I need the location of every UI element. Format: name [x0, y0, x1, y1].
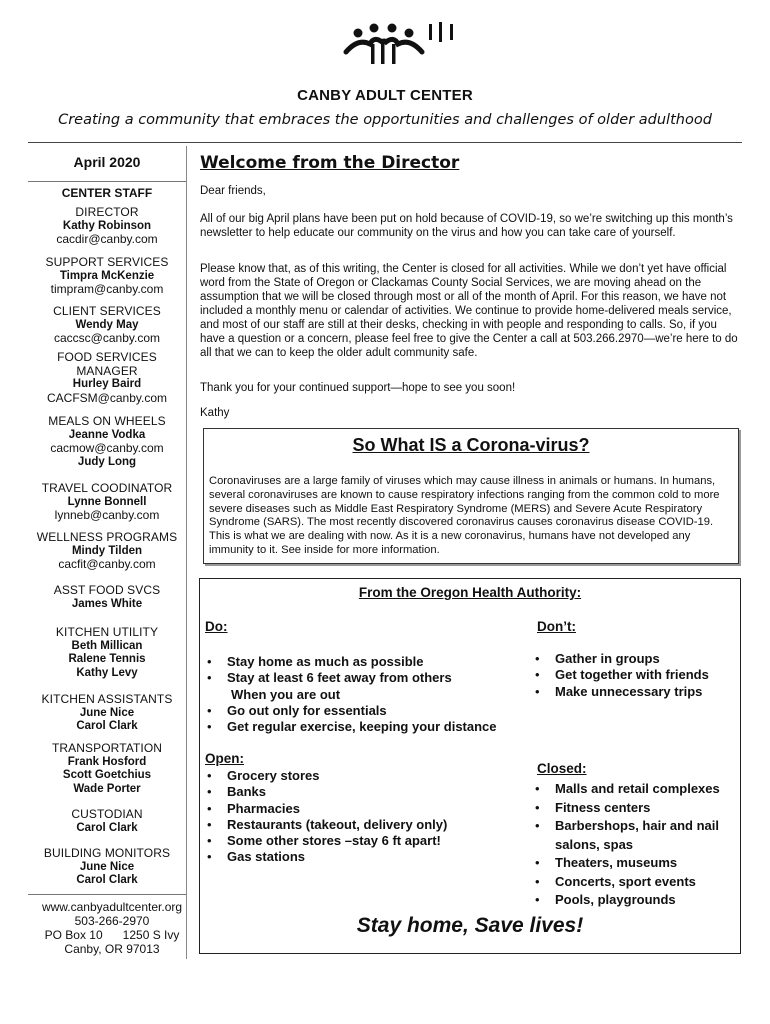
staff-name: Carol Clark [76, 874, 138, 886]
contact-info [28, 900, 196, 956]
staff-email[interactable]: caccsc@canby.com [54, 331, 160, 345]
list-item: • Gas stations [205, 849, 525, 865]
staff-meals-on-wheels [28, 415, 186, 469]
list-item: • Get together with friends [533, 667, 733, 683]
open-list [205, 768, 525, 866]
staff-name: Ralene Tennis [68, 653, 146, 665]
greeting: Dear friends, [200, 185, 266, 197]
staff-title: MEALS ON WHEELS [48, 414, 166, 428]
website-link[interactable]: www.canbyadultcenter.org [41, 900, 183, 914]
dont-heading: Don’t: [537, 619, 576, 634]
staff-wellness [28, 531, 186, 572]
staff-email[interactable]: cacdir@canby.com [56, 232, 158, 246]
sidebar-divider [28, 894, 186, 895]
staff-email[interactable]: timpram@canby.com [50, 282, 164, 296]
staff-name: Carol Clark [76, 720, 138, 732]
oha-box [199, 578, 741, 954]
staff-title: SUPPORT SERVICES [45, 255, 169, 269]
list-item: • Stay home as much as possible [205, 654, 525, 670]
corona-title: So What IS a Corona-virus? [352, 435, 590, 455]
staff-email[interactable]: lynneb@canby.com [54, 508, 160, 522]
staff-name: James White [71, 597, 143, 610]
staff-kitchen-assistants [28, 693, 186, 734]
staff-support-services [28, 256, 186, 297]
list-item: • Go out only for essentials [205, 703, 525, 719]
list-item: • Pools, playgrounds [533, 891, 738, 910]
staff-title: ASST FOOD SVCS [53, 583, 161, 597]
staff-title: DIRECTOR [75, 205, 139, 219]
closed-heading: Closed: [537, 761, 587, 776]
canby-logo [280, 22, 490, 112]
slogan: Stay home, Save lives! [356, 914, 584, 937]
staff-travel [28, 482, 186, 523]
org-name: CANBY ADULT CENTER [297, 87, 473, 104]
staff-name: Jeanne Vodka [68, 428, 146, 441]
staff-name: Lynne Bonnell [67, 495, 147, 508]
staff-custodian [28, 808, 186, 835]
staff-asst-food [28, 584, 186, 611]
do-list [205, 654, 525, 735]
staff-transportation [28, 742, 186, 796]
staff-kitchen-utility [28, 626, 186, 680]
staff-name: June Nice [79, 706, 135, 719]
staff-heading: CENTER STAFF [61, 186, 153, 200]
list-item: • Pharmacies [205, 801, 525, 817]
list-item: • Gather in groups [533, 651, 733, 667]
staff-email[interactable]: CACFSM@canby.com [47, 390, 167, 405]
list-item: • Theaters, museums [533, 854, 738, 873]
staff-title: FOOD SERVICES MANAGER [57, 350, 157, 378]
oha-title: From the Oregon Health Authority: [358, 585, 582, 600]
staff-email[interactable]: cacfit@canby.com [58, 557, 156, 571]
list-item: • Grocery stores [205, 768, 525, 784]
staff-title: CUSTODIAN [71, 807, 143, 821]
mailing-address [28, 928, 196, 942]
staff-title: TRANSPORTATION [51, 741, 163, 755]
list-item: • Restaurants (takeout, delivery only) [205, 817, 525, 833]
staff-email[interactable]: cacmow@canby.com [50, 441, 164, 455]
corona-info-box [203, 428, 739, 564]
staff-name: Carol Clark [76, 821, 138, 834]
closed-list [533, 780, 738, 910]
corona-text: Coronaviruses are a large family of viruses which may cause illness in animals or humans. In humans, several coronaviruses are known to cause respiratory infections ranging from the common cold to more severe diseases such as Middle East Respiratory Syndrome (MERS) and Severe Acute Respiratory Syndrome (SARS). The most recently discovered coronavirus causes coronavirus disease COVID-19. This is what we are dealing with now. As it is a new coronavirus, humans have not developed any immunity to it. See inside for more information. [209, 475, 720, 556]
signature: Kathy [200, 407, 230, 419]
open-heading: Open: [205, 751, 244, 766]
do-heading: Do: [205, 619, 228, 634]
logo-legs-icon [336, 22, 546, 44]
staff-food-services [28, 351, 186, 405]
staff-name: Judy Long [77, 455, 137, 468]
list-item: • Fitness centers [533, 799, 738, 818]
list-item: • Some other stores –stay 6 ft apart! [205, 833, 525, 849]
staff-title: KITCHEN UTILITY [55, 625, 159, 639]
staff-name: June Nice [79, 860, 135, 873]
staff-name: Wade Porter [73, 782, 141, 795]
sidebar-divider [28, 181, 186, 182]
staff-sidebar [28, 146, 187, 959]
staff-name: Kathy Levy [76, 666, 138, 679]
staff-building-monitors [28, 847, 186, 888]
staff-title: KITCHEN ASSISTANTS [41, 692, 173, 706]
welcome-paragraph-1: All of our big April plans have been put on hold because of COVID-19, so we’re switching up this month’s newsletter to help educate our community on the virus and how you can take care of yourself. [200, 213, 733, 239]
list-item: • Banks [205, 784, 525, 800]
list-item: • Stay at least 6 feet away from others When you are out [205, 670, 525, 703]
staff-title: BUILDING MONITORS [43, 846, 171, 860]
staff-name: Scott Goetchius [62, 769, 152, 781]
staff-name: Wendy May [75, 318, 139, 331]
list-item: • Barbershops, hair and nail salons, spas [533, 817, 738, 854]
staff-name: Kathy Robinson [62, 219, 152, 232]
staff-client-services [28, 305, 186, 346]
welcome-paragraph-2: Please know that, as of this writing, the Center is closed for all activities. While we don’t yet have official word from the State of Oregon or Clackamas County Social Services, we are moving ahead on the assumption that we will be closed through most or all of the month of April. For this reason, we have not included a monthly menu or calendar of activities. We continue to provide home-delivered meals service, and most of our staff are still at their desks, checking in with people and responding to calls. So, if you have a question or a concern, please feel free to give the Center a call at 503.266.2970—we’re here to do all that we can to keep the older adult community safe. [200, 263, 738, 359]
tagline: Creating a community that embraces the opportunities and challenges of older adulthood [58, 112, 712, 128]
welcome-title: Welcome from the Director [200, 153, 460, 173]
dont-list [533, 651, 733, 700]
city-state-zip: Canby, OR 97013 [64, 942, 160, 956]
list-item: • Get regular exercise, keeping your distance [205, 719, 525, 735]
list-item: • Malls and retail complexes [533, 780, 738, 799]
staff-title: WELLNESS PROGRAMS [36, 530, 178, 544]
list-item: • Concerts, sport events [533, 873, 738, 892]
staff-name: Mindy Tilden [71, 544, 143, 557]
staff-name: Frank Hosford [67, 755, 147, 768]
staff-name: Timpra McKenzie [59, 269, 155, 282]
staff-director [28, 206, 186, 247]
staff-title: CLIENT SERVICES [53, 304, 161, 318]
issue-date: April 2020 [73, 154, 141, 170]
staff-name: Beth Millican [71, 639, 143, 652]
po-box: PO Box 10 [44, 928, 103, 942]
street-address: 1250 S Ivy [122, 928, 180, 942]
welcome-paragraph-3: Thank you for your continued support—hope to see you soon! [200, 382, 516, 394]
header-divider [28, 142, 742, 143]
staff-title: TRAVEL COODINATOR [41, 481, 173, 495]
phone-number: 503-266-2970 [74, 914, 150, 928]
staff-name: Hurley Baird [72, 378, 142, 390]
list-item: • Make unnecessary trips [533, 684, 733, 700]
